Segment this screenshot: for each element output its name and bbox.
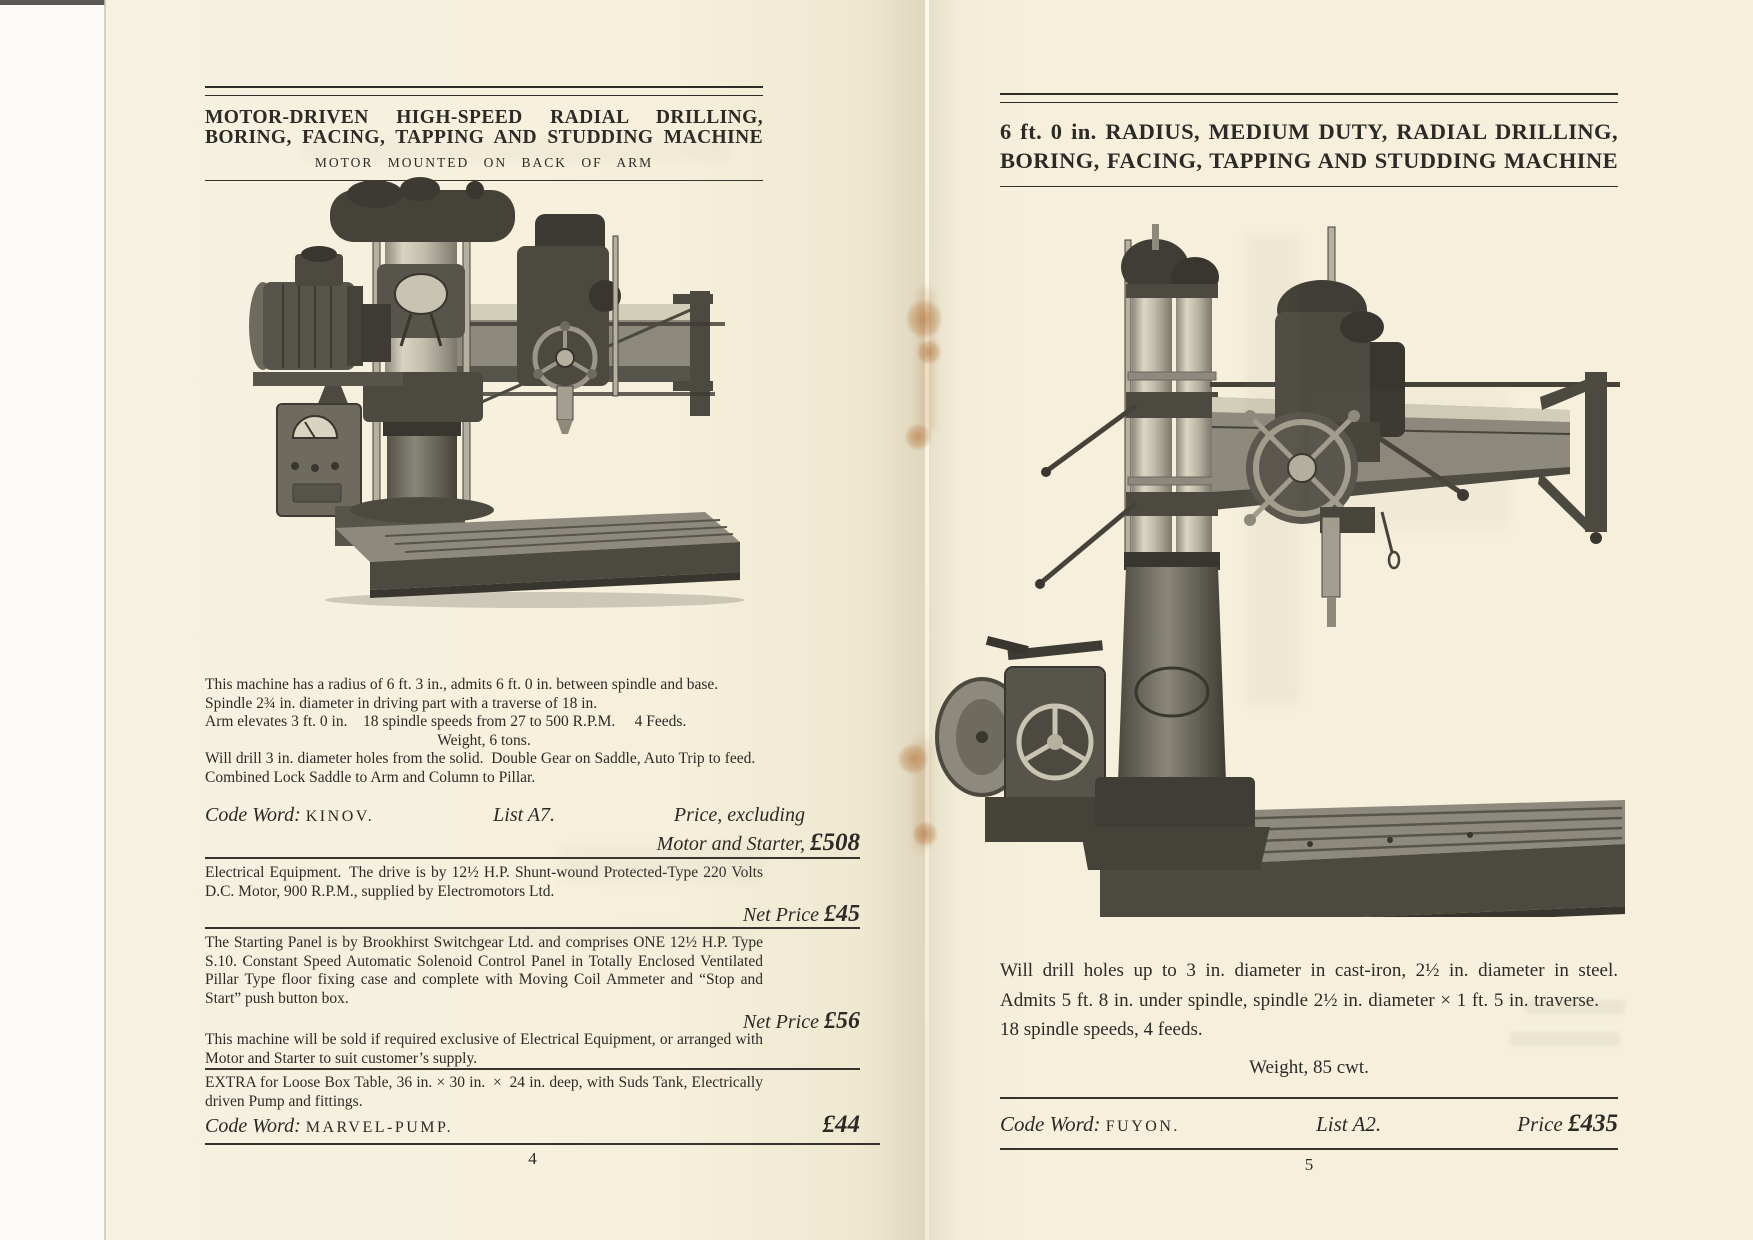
starting-panel-text: The Starting Panel is by Brookhirst Switchgear Ltd. and comprises ONE 12½ H.P. Type S.10. Constant Speed Automatic Solenoid Control Panel in Totally Enclosed Ventilated Pillar Type floor fixing case and complete with Moving Coil Ammeter and “Stop and Start” push button box. xyxy=(205,934,763,1007)
bleed-through-ghost xyxy=(1310,390,1510,530)
footer-rule xyxy=(1000,1097,1618,1099)
section-rule xyxy=(205,1068,860,1070)
price-suffix: Motor and Starter, xyxy=(656,833,805,855)
bleed-through-ghost xyxy=(1245,235,1300,705)
page-edge-line xyxy=(104,0,106,1240)
left-page xyxy=(105,0,928,1240)
extra-pricing xyxy=(205,1111,860,1139)
list-reference: List A7. xyxy=(493,804,556,826)
left-header xyxy=(205,86,763,181)
foxing-spot xyxy=(898,744,928,774)
page-number-left: 4 xyxy=(528,1149,537,1168)
spec-paragraph: Admits 5 ft. 8 in. under spindle, spindle 2½ in. diameter × 1 ft. 5 in. traverse. 18 spindle speeds, 4 feeds. xyxy=(1000,989,1618,1040)
left-machine-photo xyxy=(235,176,755,612)
starting-panel-section xyxy=(205,934,860,1035)
right-header xyxy=(1000,93,1618,175)
spec-paragraph: Arm elevates 3 ft. 0 in. 18 spindle speeds from 27 to 500 R.P.M. 4 Feeds. xyxy=(205,713,687,730)
double-rule xyxy=(1000,93,1618,103)
price-value: £435 xyxy=(1567,1110,1618,1137)
bleed-through-ghost xyxy=(300,140,730,162)
electrical-text: Electrical Equipment. The drive is by 12½ H.P. Shunt-wound Protected-Type 220 Volts D.C. Motor, 900 R.P.M., supplied by Electromotors Ltd. xyxy=(205,864,763,900)
left-subtitle: MOTOR MOUNTED ON BACK OF ARM xyxy=(314,155,654,170)
right-pricing xyxy=(1000,1110,1618,1138)
radial-drill-left-illustration xyxy=(235,176,755,612)
foxing-spot xyxy=(917,340,941,364)
left-specs xyxy=(205,676,763,787)
net-price-line xyxy=(205,901,860,928)
left-title-line2: BORING, FACING, TAPPING AND STUDDING MACHINE xyxy=(205,126,763,148)
net-price-value: £56 xyxy=(824,1008,860,1034)
code-word-group xyxy=(1000,1112,1180,1137)
header-rule xyxy=(1000,186,1618,187)
footer-rule xyxy=(205,1143,880,1145)
bleed-through-ghost xyxy=(560,843,765,883)
foxing-spot xyxy=(905,424,931,450)
net-price-label: Net Price xyxy=(742,1011,819,1033)
price-value: £44 xyxy=(822,1111,860,1138)
foxing-spot xyxy=(913,822,937,846)
code-word-value: KINOV. xyxy=(305,808,375,825)
bleed-through-ghost xyxy=(1510,1032,1620,1046)
price-prefix: Price, excluding xyxy=(673,804,805,826)
spec-paragraph: Will drill 3 in. diameter holes from the solid. Double Gear on Saddle, Auto Trip to feed. Combined Lock Saddle to Arm and Column to Pillar. xyxy=(205,750,763,786)
right-title-line1: 6 ft. 0 in. RADIUS, MEDIUM DUTY, RADIAL DRILLING, xyxy=(1000,119,1618,144)
right-specs xyxy=(1000,956,1618,1079)
code-word-label: Code Word: xyxy=(205,1115,301,1137)
code-word-value: MARVEL-PUMP. xyxy=(305,1119,454,1136)
spec-paragraph: Will drill holes up to 3 in. diameter in cast-iron, 2½ in. diameter in steel. xyxy=(1000,960,1618,981)
net-price-label: Net Price xyxy=(742,904,819,926)
code-word-group xyxy=(205,1115,453,1138)
right-page xyxy=(928,0,1753,1240)
left-title-line1: MOTOR-DRIVEN HIGH-SPEED RADIAL DRILLING, xyxy=(205,107,763,128)
price-group xyxy=(1517,1110,1618,1138)
extra-text: EXTRA for Loose Box Table, 36 in. × 30 in. × 24 in. deep, with Suds Tank, Electrically driven Pump and fittings. xyxy=(205,1074,763,1110)
right-title-line2: BORING, FACING, TAPPING AND STUDDING MACHINE xyxy=(1000,148,1618,173)
page-number-right: 5 xyxy=(1304,1155,1314,1174)
spec-paragraph: This machine has a radius of 6 ft. 3 in., admits 6 ft. 0 in. between spindle and base. xyxy=(205,676,719,693)
price-value: £508 xyxy=(810,829,860,856)
bleed-through-ghost xyxy=(235,926,750,948)
gutter-crease xyxy=(925,0,929,1240)
price-label: Price xyxy=(1517,1112,1563,1136)
bleed-through-ghost xyxy=(1525,1000,1625,1014)
weight-line: Weight, 85 cwt. xyxy=(1249,1056,1369,1078)
code-word-label: Code Word: xyxy=(1000,1112,1101,1136)
exclusive-note: This machine will be sold if required exclusive of Electrical Equipment, or arranged with Motor and Starter to suit customer’s supply. xyxy=(205,1031,763,1067)
code-word-label: Code Word: xyxy=(205,804,301,826)
code-word-value: FUYON. xyxy=(1105,1118,1180,1135)
list-reference: List A2. xyxy=(1316,1112,1382,1136)
net-price-value: £45 xyxy=(824,901,860,927)
foxing-spot xyxy=(906,300,942,338)
code-word-group xyxy=(205,804,374,827)
weight-line: Weight, 6 tons. xyxy=(437,731,531,749)
spec-paragraph: Spindle 2¾ in. diameter in driving part with a traverse of 18 in. xyxy=(205,694,598,712)
double-rule xyxy=(205,86,763,96)
footer-rule xyxy=(1000,1148,1618,1150)
